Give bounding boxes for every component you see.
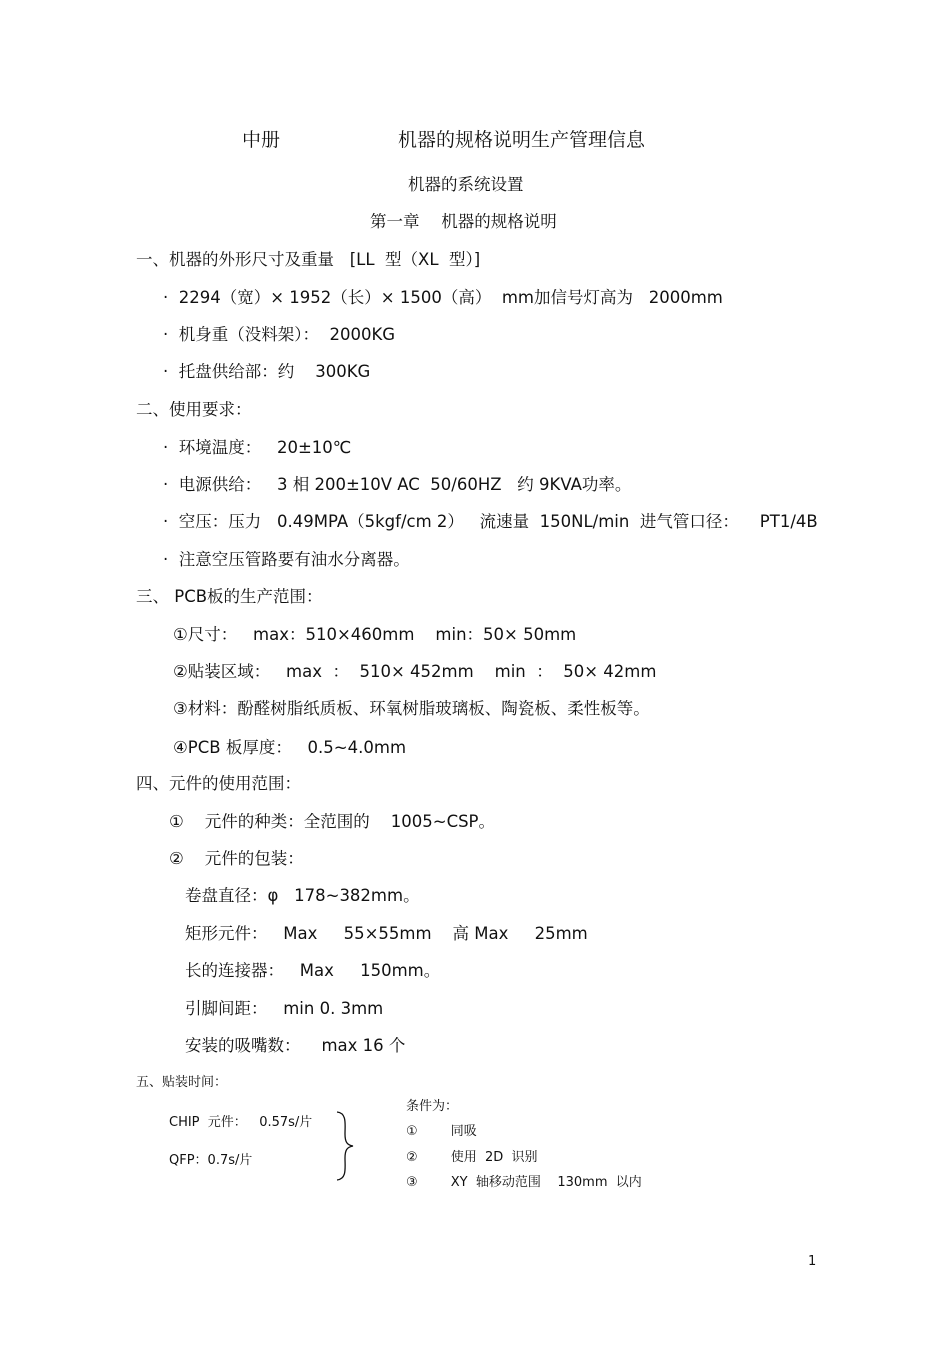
requirement-separator: · 注意空压管路要有油水分离器。 — [163, 550, 410, 569]
component-package: ② 元件的包装： — [169, 849, 304, 868]
long-connector: 长的连接器： Max 150mm。 — [185, 961, 441, 980]
title-left: 中册 — [242, 129, 281, 151]
condition-item: ② 使用 2D 识别 — [406, 1150, 538, 1165]
section-heading-1: 一、机器的外形尺寸及重量 [LL 型（XL 型）] — [136, 250, 481, 269]
spec-item-dimensions: · 2294（宽）× 1952（长）× 1500（高） mm加信号灯高为 2000mm — [163, 288, 723, 307]
requirement-power: · 电源供给： 3 相 200±10V AC 50/60HZ 约 9KVA功率。 — [163, 475, 632, 494]
section-heading-2: 二、使用要求： — [136, 400, 252, 419]
document-title: 机器的规格说明生产管理信息 — [398, 129, 646, 151]
reel-diameter: 卷盘直径：φ 178~382mm。 — [185, 886, 420, 905]
page-number: 1 — [808, 1254, 817, 1269]
spec-item-tray-weight: · 托盘供给部：约 300KG — [163, 362, 371, 381]
pcb-mount-area: ②贴装区域： max ： 510× 452mm min ： 50× 42mm — [173, 662, 657, 681]
nozzle-count: 安装的吸嘴数： max 16 个 — [185, 1036, 406, 1055]
pcb-size: ①尺寸： max：510×460mm min：50× 50mm — [173, 625, 577, 644]
condition-item: ① 同吸 — [406, 1124, 477, 1139]
pcb-thickness: ④PCB 板厚度： 0.5~4.0mm — [173, 738, 407, 757]
requirement-air: · 空压：压力 0.49MPA（5kgf/cm 2） 流速量 150NL/min 进气管口径： PT1/4B — [163, 512, 818, 531]
rect-component: 矩形元件： Max 55×55mm 高 Max 25mm — [185, 924, 588, 943]
component-type: ① 元件的种类：全范围的 1005~CSP。 — [169, 812, 496, 831]
condition-item: ③ XY 轴移动范围 130mm 以内 — [406, 1175, 642, 1190]
conditions-title: 条件为： — [406, 1099, 459, 1114]
mount-time-chip: CHIP 元件： 0.57s/片 — [169, 1115, 313, 1130]
section-heading-4: 四、元件的使用范围： — [136, 774, 301, 793]
mount-time-qfp: QFP：0.7s/片 — [169, 1153, 253, 1168]
requirement-temperature: · 环境温度： 20±10℃ — [163, 438, 352, 457]
curly-brace-icon — [333, 1110, 359, 1182]
lead-pitch: 引脚间距： min 0. 3mm — [185, 999, 384, 1018]
spec-item-weight: · 机身重（没料架）： 2000KG — [163, 325, 396, 344]
subtitle: 机器的系统设置 — [408, 175, 524, 194]
section-heading-3: 三、 PCB板的生产范围： — [136, 587, 323, 606]
chapter-heading: 第一章 机器的规格说明 — [370, 212, 557, 231]
pcb-material: ③材料：酚醛树脂纸质板、环氧树脂玻璃板、陶瓷板、柔性板等。 — [173, 699, 650, 718]
section-heading-5: 五、贴装时间： — [136, 1075, 228, 1090]
